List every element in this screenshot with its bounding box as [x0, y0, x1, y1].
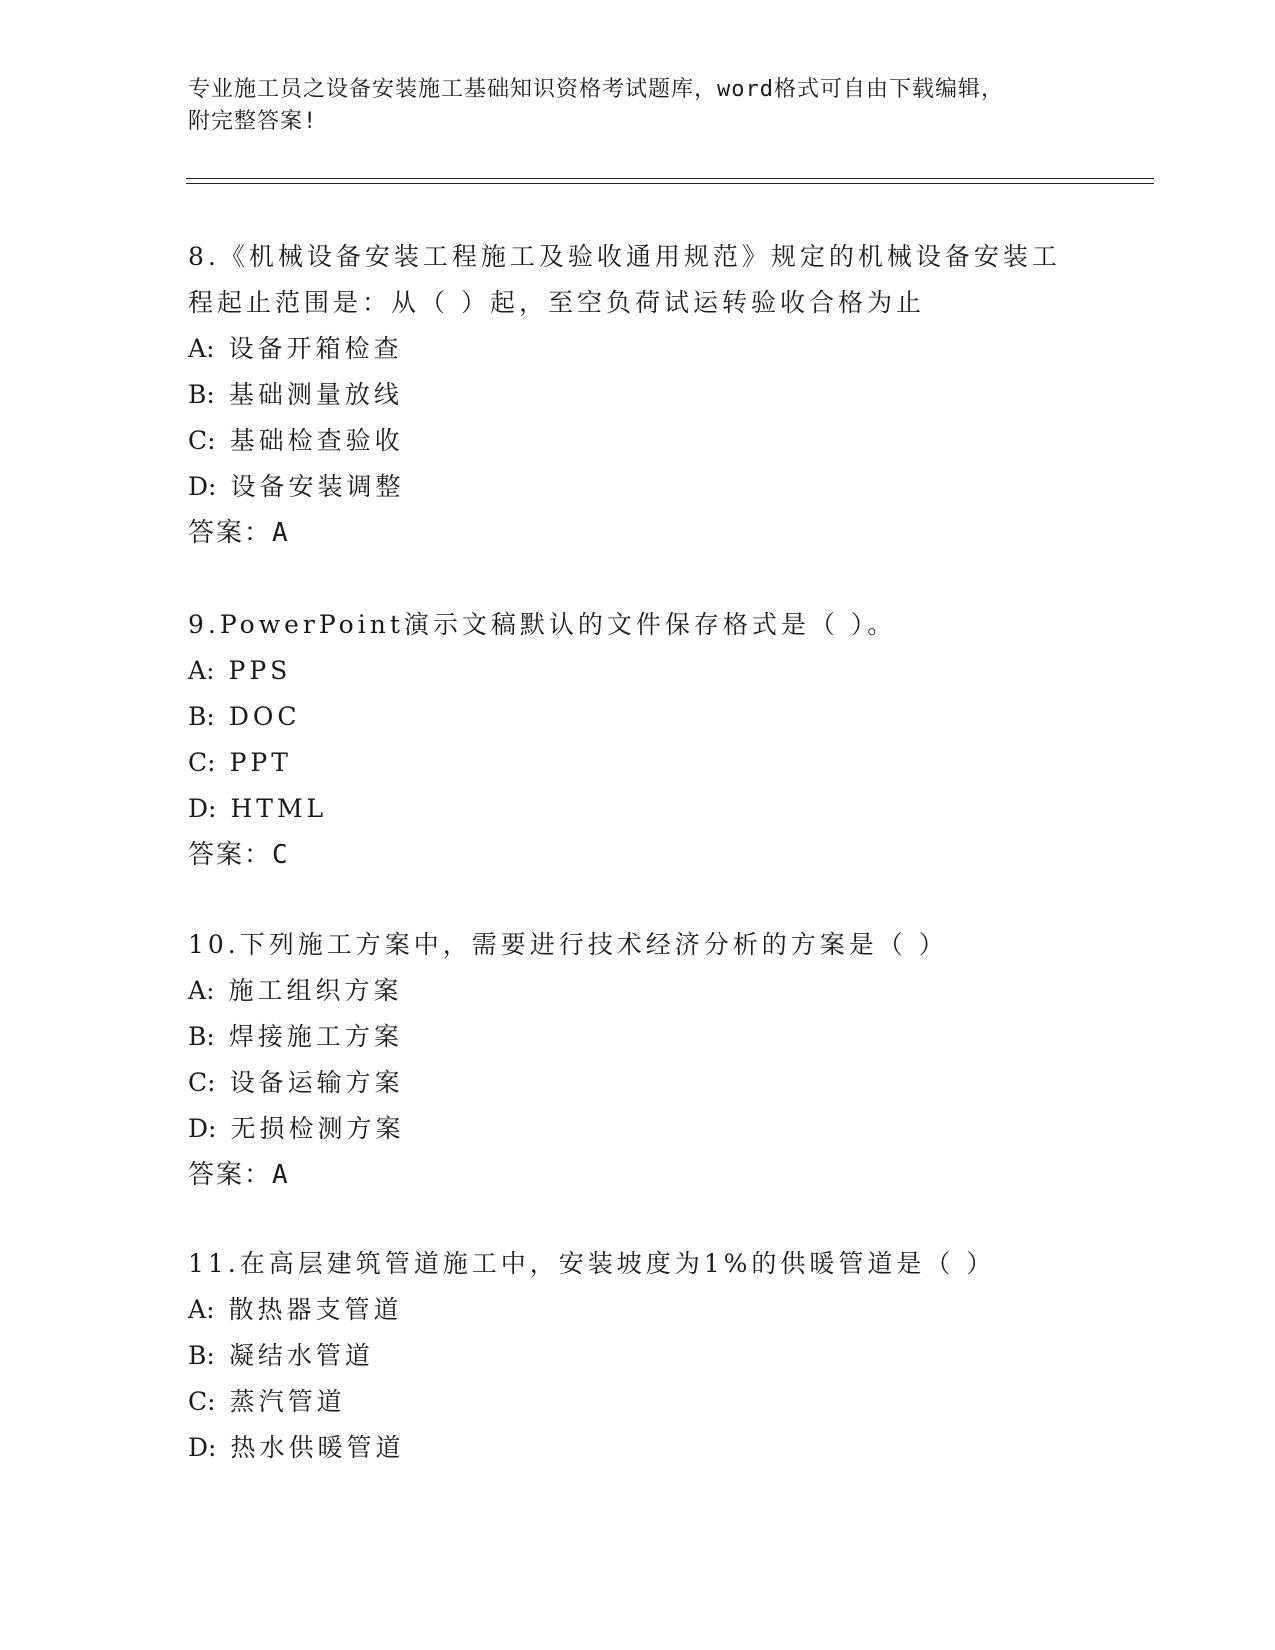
option-b: B: 凝结水管道 — [188, 1341, 374, 1370]
option-text: PPS — [228, 656, 292, 685]
answer-label: 答案： — [188, 518, 273, 548]
option-letter: C — [188, 426, 208, 455]
question-11 — [188, 1241, 1088, 1471]
option-letter: B — [188, 1341, 207, 1370]
option-letter: D — [188, 1433, 209, 1462]
option-d: D: 无损检测方案 — [188, 1114, 405, 1143]
option-text: 施工组织方案 — [228, 976, 403, 1005]
option-letter: B — [188, 702, 207, 731]
option-b: B: DOC — [188, 702, 301, 731]
option-letter: A — [188, 656, 207, 685]
question-stem: 8.《机械设备安装工程施工及验收通用规范》规定的机械设备安装工程起止范围是：从（ ）起，至空负荷试运转验收合格为止 — [188, 242, 1061, 317]
option-a: A: PPS — [188, 656, 292, 685]
question-8 — [188, 234, 1088, 556]
option-letter: A — [188, 334, 207, 363]
option-c: C: 基础检查验收 — [188, 426, 404, 455]
answer-value: A — [272, 1160, 288, 1190]
answer-value: C — [272, 840, 288, 870]
option-text: 热水供暖管道 — [230, 1433, 405, 1462]
option-text: 凝结水管道 — [228, 1341, 374, 1370]
option-letter: D — [188, 794, 209, 823]
option-letter: A — [188, 976, 207, 1005]
answer-value: A — [272, 518, 288, 548]
option-c: C: 蒸汽管道 — [188, 1387, 346, 1416]
option-text: 设备安装调整 — [230, 472, 405, 501]
option-text: HTML — [230, 794, 328, 823]
question-stem: 10.下列施工方案中，需要进行技术经济分析的方案是（ ） — [188, 930, 948, 959]
option-d: D: 设备安装调整 — [188, 472, 405, 501]
option-text: 散热器支管道 — [228, 1295, 403, 1324]
header-line-1: 专业施工员之设备安装施工基础知识资格考试题库，word格式可自由下载编辑， — [188, 77, 1004, 102]
option-d: D: HTML — [188, 794, 328, 823]
document-header — [188, 74, 1068, 138]
option-a: A: 施工组织方案 — [188, 976, 403, 1005]
option-letter: C — [188, 1068, 208, 1097]
option-c: C: 设备运输方案 — [188, 1068, 404, 1097]
answer-line — [188, 510, 1088, 556]
option-letter: D — [188, 472, 209, 501]
header-line-2: 附完整答案! — [188, 109, 318, 134]
question-9 — [188, 602, 1088, 878]
option-a: A: 设备开箱检查 — [188, 334, 403, 363]
option-text: 无损检测方案 — [230, 1114, 405, 1143]
option-letter: B — [188, 380, 207, 409]
answer-line — [188, 832, 1088, 878]
option-text: 焊接施工方案 — [228, 1022, 403, 1051]
option-text: 基础检查验收 — [229, 426, 404, 455]
question-10 — [188, 922, 1088, 1198]
option-text: 设备运输方案 — [229, 1068, 404, 1097]
option-letter: C — [188, 748, 208, 777]
option-b: B: 焊接施工方案 — [188, 1022, 403, 1051]
option-text: 设备开箱检查 — [228, 334, 403, 363]
option-b: B: 基础测量放线 — [188, 380, 403, 409]
answer-label: 答案： — [188, 1160, 273, 1190]
option-letter: C — [188, 1387, 208, 1416]
question-stem: 11.在高层建筑管道施工中，安装坡度为1%的供暖管道是（ ） — [188, 1249, 996, 1278]
option-text: 蒸汽管道 — [229, 1387, 346, 1416]
option-letter: D — [188, 1114, 209, 1143]
question-stem: 9.PowerPoint演示文稿默认的文件保存格式是（ ）。 — [188, 610, 897, 639]
option-a: A: 散热器支管道 — [188, 1295, 403, 1324]
header-divider-bottom — [186, 183, 1154, 184]
answer-line — [188, 1152, 1088, 1198]
option-text: PPT — [229, 748, 292, 777]
answer-label: 答案： — [188, 840, 273, 870]
option-d: D: 热水供暖管道 — [188, 1433, 405, 1462]
option-c: C: PPT — [188, 748, 292, 777]
option-letter: B — [188, 1022, 207, 1051]
option-text: DOC — [228, 702, 301, 731]
option-letter: A — [188, 1295, 207, 1324]
header-divider-top — [186, 178, 1154, 179]
option-text: 基础测量放线 — [228, 380, 403, 409]
